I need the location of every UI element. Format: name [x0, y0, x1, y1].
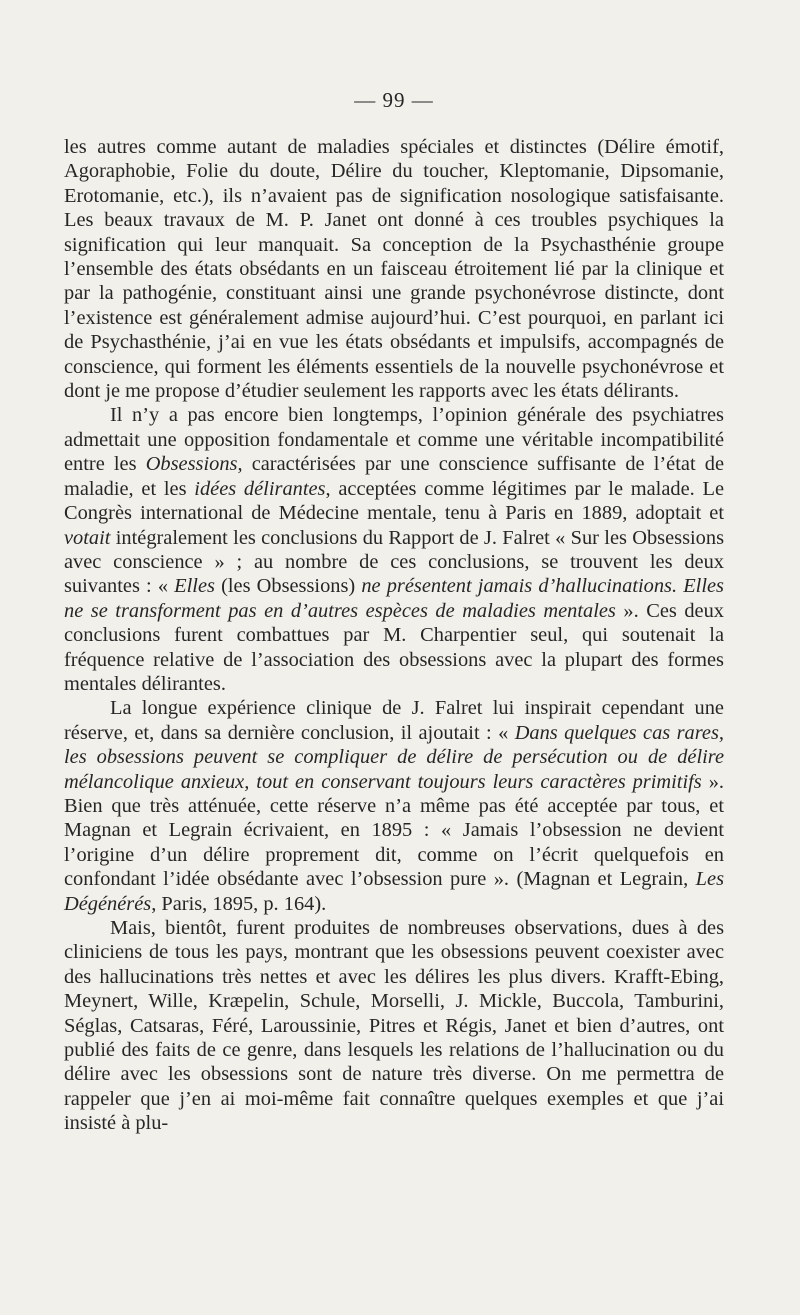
italic-run: Obsessions [145, 453, 238, 476]
italic-run: Elles [174, 575, 215, 598]
text-run: (les Obsessions) [214, 575, 362, 598]
text-run: Mais, bientôt, furent produites de nombreuses observations, dues à des cliniciens de tous les pays, montrant que les obsessions peuvent coexister avec des hallucinations très nettes et avec les délires les plus divers. Krafft-Ebing, Meynert, Wille, Kræpelin, Schule, Morselli, J. Mickle, Buccola, Tamburini, Séglas, Catsaras, Féré, Laroussinie, Pitres et Régis, Janet et bien d’autres, ont publié des faits de ce genre, dans lesquels les relations de l’hallucination ou du délire avec les obsessions sont de nature très diverse. On me permettra de rappeler que j’en ai moi-même fait connaître quelques exemples et que j’ai insisté à plu- [64, 917, 724, 1135]
page-number: — 99 — [354, 88, 434, 112]
text-run: , Paris, 1895, p. 164). [151, 892, 327, 915]
text-run: La longue expérience clinique de J. Falret lui inspirait cependant une réserve, et, dans sa dernière conclusion, il ajoutait : « [64, 697, 724, 744]
paragraph-1 [64, 135, 724, 403]
paragraph-4 [64, 916, 724, 1136]
text-run: Il n’y a pas encore bien longtemps, l’opinion générale des psychiatres admettait une opposition fondamentale et comme une véritable incompatibilité entre les [64, 404, 724, 476]
italic-run: idées délirantes [194, 477, 326, 500]
paragraph-3 [64, 696, 724, 916]
text-run: intégralement les conclusions du Rapport de J. Falret « Sur les Obsessions avec conscience » ; au nombre de ces conclusions, se trouvent les deux suivantes : « [64, 526, 724, 598]
italic-run: Les Dégénérés [64, 868, 724, 915]
italic-run: Dans quelques cas rares, les obsessions peuvent se compliquer de délire de persécution ou de délire mélancolique anxieux, tout en conservant toujours leurs caractères primitifs [64, 721, 724, 793]
text-run: ». Bien que très atténuée, cette réserve n’a même pas été acceptée par tous, et Magnan et Legrain écrivaient, en 1895 : « Jamais l’obsession ne devient l’origine d’un délire proprement dit, comme on l’écrit quelquefois en confondant l’idée obsédante avec l’obsession pure ». (Magnan et Legrain, [64, 770, 724, 891]
italic-run: votait [64, 526, 111, 549]
text-run: les autres comme autant de maladies spéciales et distinctes (Délire émotif, Agoraphobie, Folie du doute, Délire du toucher, Kleptomanie, Dipsomanie, Erotomanie, etc.), ils n’avaient pas de signification nosologique satisfaisante. Les beaux travaux de M. P. Janet ont donné à ces troubles psychiques la signification qui leur manquait. Sa conception de la Psychasthénie groupe l’ensemble des états obsédants en un faisceau étroitement lié par la clinique et par la pathogénie, constituant ainsi une grande psychonévrose distincte, dont l’existence est généralement admise aujourd’hui. C’est pourquoi, en parlant ici de Psychasthénie, j’ai en vue les états obsédants et impulsifs, accompagnés de conscience, qui forment les éléments essentiels de la nouvelle psychonévrose et dont je me propose d’étudier seulement les rapports avec les états délirants. [64, 136, 724, 403]
text-run: ». Ces deux conclusions furent combattues par M. Charpentier seul, qui soutenait la fréquence relative de l’association des obsessions avec la plupart des formes mentales délirantes. [64, 599, 724, 695]
text-run: , acceptées comme légitimes par le malade. Le Congrès international de Médecine mentale, tenu à Paris en 1889, adoptait et [64, 477, 724, 525]
text-run: , caractérisées par une conscience suffisante de l’état de maladie, et les [64, 453, 724, 500]
italic-run: ne présentent jamais d’hallucinations. Elles ne se transforment pas en d’autres espèces de maladies mentales [64, 575, 724, 622]
paragraph-2 [64, 403, 724, 696]
